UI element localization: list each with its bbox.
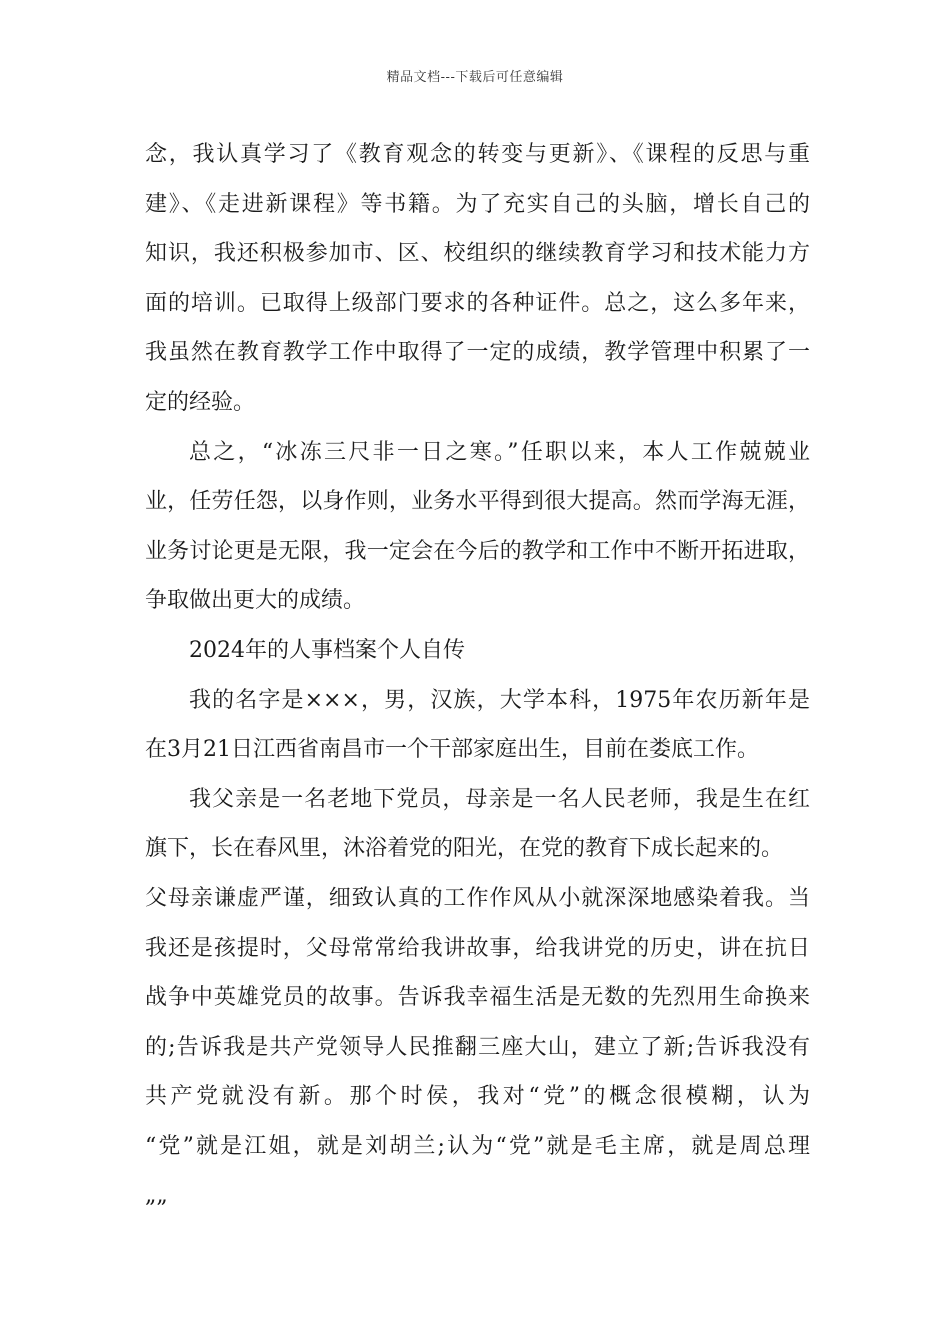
page-header: 精品文档---下载后可任意编辑 (386, 70, 564, 85)
text-line: 我父亲是一名老地下党员，母亲是一名人民老师，我是生在红 (189, 786, 810, 812)
text-line: 争取做出更大的成绩。 (145, 588, 366, 614)
text-line: 旗下，长在春风里，沐浴着党的阳光，在党的教育下成长起来的。 (145, 836, 784, 862)
text-line: 总之，“冰冻三尺非一日之寒。”任职以来，本人工作兢兢业 (189, 439, 810, 465)
text-line: 在3月21日江西省南昌市一个干部家庭出生，目前在娄底工作。 (145, 737, 759, 763)
text-line: 定的经验。 (145, 389, 256, 415)
text-line: 业务讨论更是无限，我一定会在今后的教学和工作中不断开拓进取， (145, 538, 810, 564)
text-line: 共产党就没有新。那个时侯，我对“党”的概念很模糊，认为 (145, 1084, 810, 1110)
text-line: „„ (145, 1183, 168, 1209)
body-text (145, 130, 810, 1221)
text-line: 父母亲谦虚严谨，细致认真的工作作风从小就深深地感染着我。当 (145, 885, 810, 911)
text-line: 我虽然在教育教学工作中取得了一定的成绩，教学管理中积累了一 (145, 340, 810, 366)
text-line: 的;告诉我是共产党领导人民推翻三座大山，建立了新;告诉我没有 (145, 1034, 810, 1060)
text-line: 我的名字是×××，男，汉族，大学本科，1975年农历新年是 (189, 687, 810, 713)
text-line: “党”就是江姐，就是刘胡兰;认为“党”就是毛主席，就是周总理 (145, 1133, 810, 1159)
text-line: 建》、《走进新课程》等书籍。为了充实自己的头脑，增长自己的 (145, 191, 810, 217)
text-line: 面的培训。已取得上级部门要求的各种证件。总之，这么多年来， (145, 290, 810, 316)
text-line: 我还是孩提时，父母常常给我讲故事，给我讲党的历史，讲在抗日 (145, 935, 810, 961)
text-line: 念，我认真学习了《教育观念的转变与更新》、《课程的反思与重 (145, 142, 810, 167)
text-line: 战争中英雄党员的故事。告诉我幸福生活是无数的先烈用生命换来 (145, 985, 810, 1011)
text-line: 知识，我还积极参加市、区、校组织的继续教育学习和技术能力方 (145, 241, 810, 267)
text-line: 业，任劳任怨，以身作则，业务水平得到很大提高。然而学海无涯， (145, 489, 810, 515)
text-line: 2024年的人事档案个人自传 (189, 637, 465, 663)
